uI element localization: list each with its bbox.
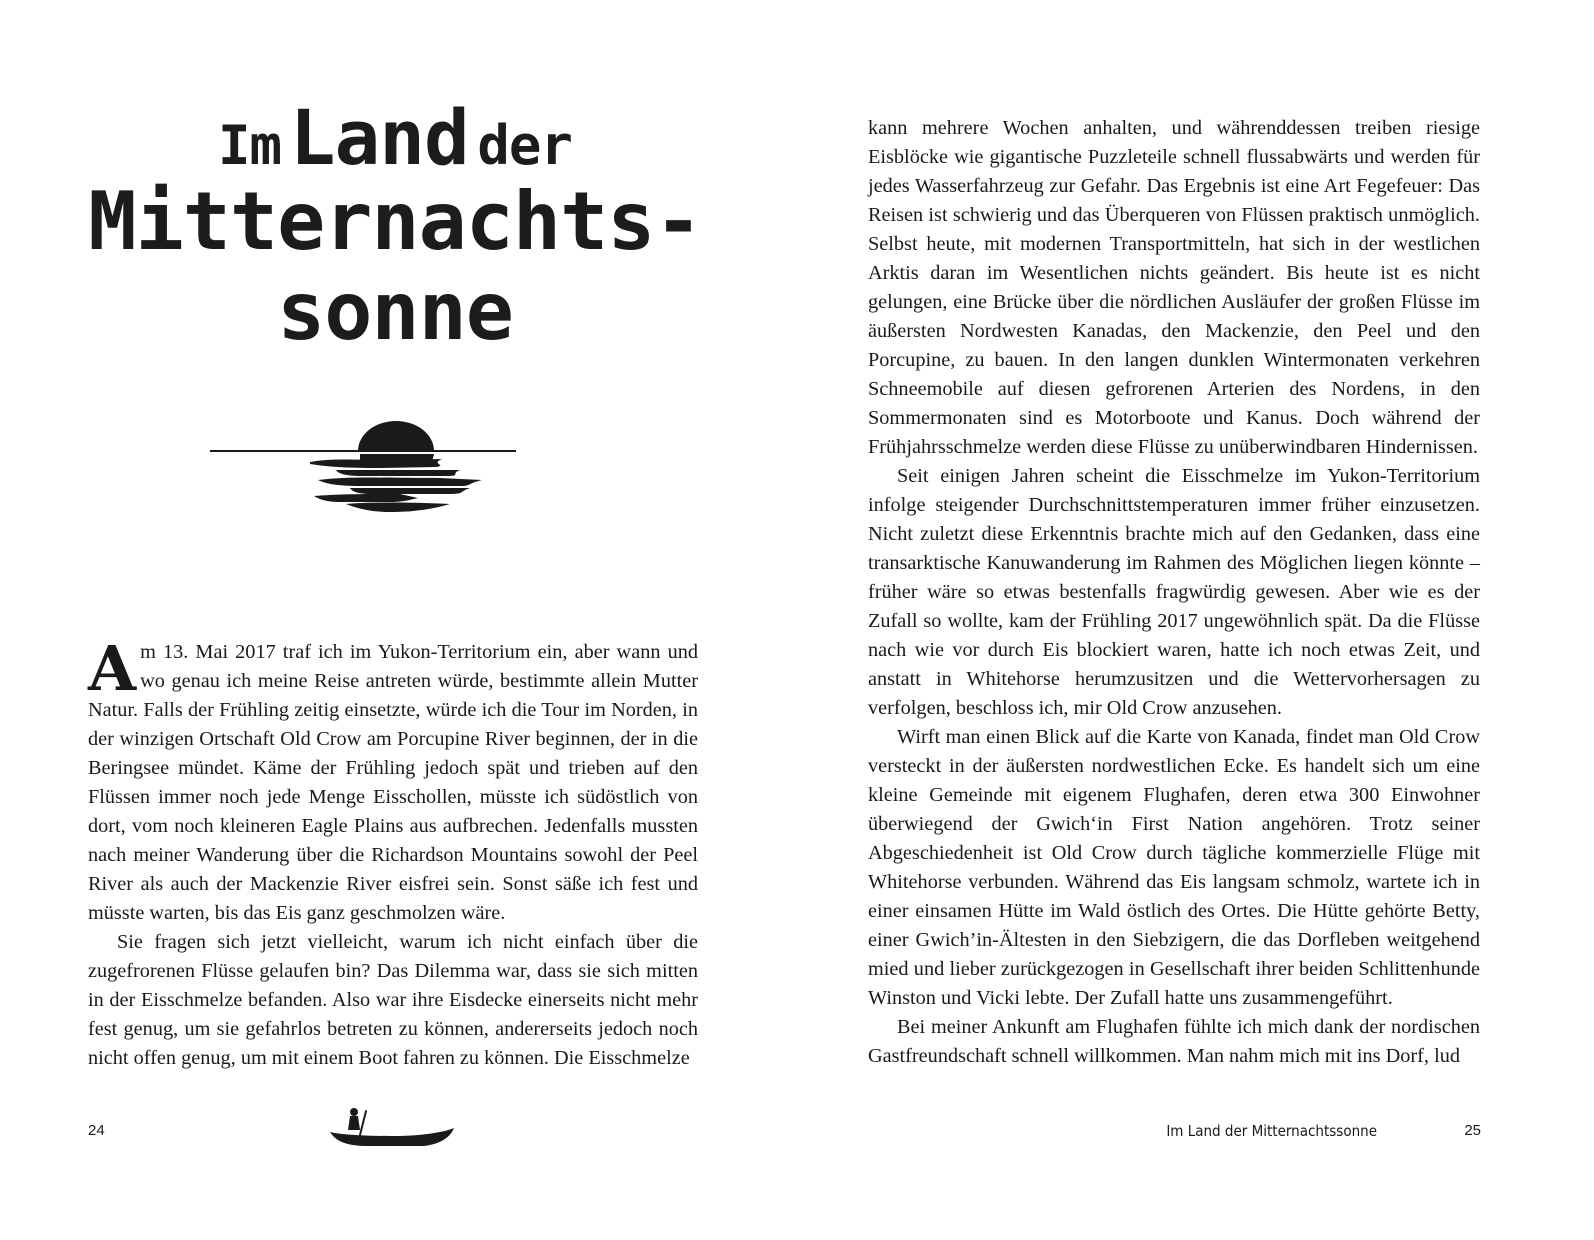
sunset-over-water-icon <box>210 418 520 523</box>
canoe-paddler-icon <box>328 1106 456 1150</box>
paragraph: kann mehrere Wochen anhalten, und währenddessen treiben riesige Eisblöcke wie gigantische Puzzleteile schnell flussabwärts und werden für jedes Wasserfahrzeug zur Gefahr. Das Ergebnis ist eine Art Fegefeuer: Das Reisen ist schwierig und das Überqueren von Flüssen praktisch unmöglich. Selbst heute, mit modernen Transportmitteln, hat sich in der westlichen Arktis daran im Wesentlichen nichts geändert. Bis heute ist es nicht gelungen, eine Brücke über die nördlichen Ausläufer der großen Flüsse im äußersten Nordwesten Kanadas, den Mackenzie, den Peel und den Porcupine, zu bauen. In den langen dunklen Wintermonaten verkehren Schneemobile auf diesen gefrorenen Arterien des Nordens, in den Sommermonaten sind es Motorboote und Kanus. Doch während der Frühjahrsschmelze werden diese Flüsse zu unüberwindbaren Hindernissen. <box>868 117 1480 458</box>
body-text-right <box>868 114 1480 1071</box>
paragraph: Wirft man einen Blick auf die Karte von Kanada, findet man Old Crow versteckt in der äußersten nordwestlichen Ecke. Es handelt sich um eine kleine Gemeinde mit eigenem Flughafen, deren etwa 300 Einwohner überwiegend der Gwich‘in First Nation angehören. Trotz seiner Abgeschiedenheit ist Old Crow durch tägliche kommerzielle Flüge mit Whitehorse verbunden. Während das Eis langsam schmolz, wartete ich in einer einsamen Hütte im Wald östlich des Ortes. Die Hütte gehörte Betty, einer Gwich’in-Ältesten in den Siebzigern, die das Dorfleben weitgehend mied und lieber zurückgezogen in Gesellschaft ihrer beiden Schlittenhunde Winston und Vicki lebte. Der Zufall hatte uns zusammengeführt. <box>868 726 1480 1009</box>
chapter-title-line-3: sonne <box>277 265 513 358</box>
paragraph: Bei meiner Ankunft am Flughafen fühlte ich mich dank der nordischen Gastfreundschaft schnell willkommen. Man nahm mich mit ins Dorf, lud <box>868 1016 1480 1067</box>
paragraph: Seit einigen Jahren scheint die Eisschmelze im Yukon-Territorium infolge steigender Durchschnittstemperaturen immer früher einzusetzen. Nicht zuletzt diese Erkenntnis brachte mich auf den Gedanken, dass eine transarktische Kanuwanderung im Rahmen des Möglichen liegen könnte – früher wäre so etwas bestenfalls fragwürdig gewesen. Aber wie es der Zufall so wollte, kam der Frühling 2017 ungewöhnlich spät. Da die Flüsse nach wie vor durch Eis blockiert waren, hatte ich noch etwas Zeit, und anstatt in Whitehorse herumzusitzen und die Wettervorhersagen zu verfolgen, beschloss ich, mir Old Crow anzusehen. <box>868 465 1480 719</box>
right-page <box>797 0 1594 1240</box>
chapter-title <box>80 93 710 362</box>
chapter-title-word: der <box>477 114 572 177</box>
dropcap: A <box>88 632 137 705</box>
chapter-title-word: Land <box>289 93 469 182</box>
body-text-left <box>88 632 698 1073</box>
chapter-title-word: Im <box>218 114 282 177</box>
paragraph: Sie fragen sich jetzt vielleicht, warum ich nicht einfach über die zugefrorenen Flüsse gelaufen bin? Das Dilemma war, dass sie sich mitten in der Eisschmelze befanden. Also war ihre Eisdecke einerseits nicht mehr fest genug, um sie gefahrlos betreten zu können, andererseits jedoch noch nicht offen genug, um mit einem Boot fahren zu können. Die Eisschmelze <box>88 931 698 1069</box>
page-number-left: 24 <box>88 1122 105 1139</box>
paragraph-text: m 13. Mai 2017 traf ich im Yukon-Territorium ein, aber wann und wo genau ich meine Reise antreten würde, bestimmte allein Mutter Natur. Falls der Frühling zeitig einsetzte, würde ich die Tour im Norden, in der winzigen Ortschaft Old Crow am Porcupine River beginnen, der in die Beringsee mündet. Käme der Frühling jedoch spät und trieben auf den Flüssen immer noch jede Menge Eisschollen, müsste ich südöstlich von dort, vom noch kleineren Eagle Plains aus aufbrechen. Jedenfalls mussten nach meiner Wanderung über die Richardson Mountains sowohl der Peel River als auch der Mackenzie River eisfrei sein. Sonst säße ich fest und müsste warten, bis das Eis ganz geschmolzen wäre. <box>88 641 698 924</box>
running-head: Im Land der Mitternachtssonne <box>1166 1122 1377 1140</box>
chapter-title-line-2: Mitternachts- <box>88 175 702 268</box>
chapter-title-line-1 <box>80 93 710 182</box>
paragraph <box>88 632 698 928</box>
page-number-right: 25 <box>1464 1122 1481 1139</box>
